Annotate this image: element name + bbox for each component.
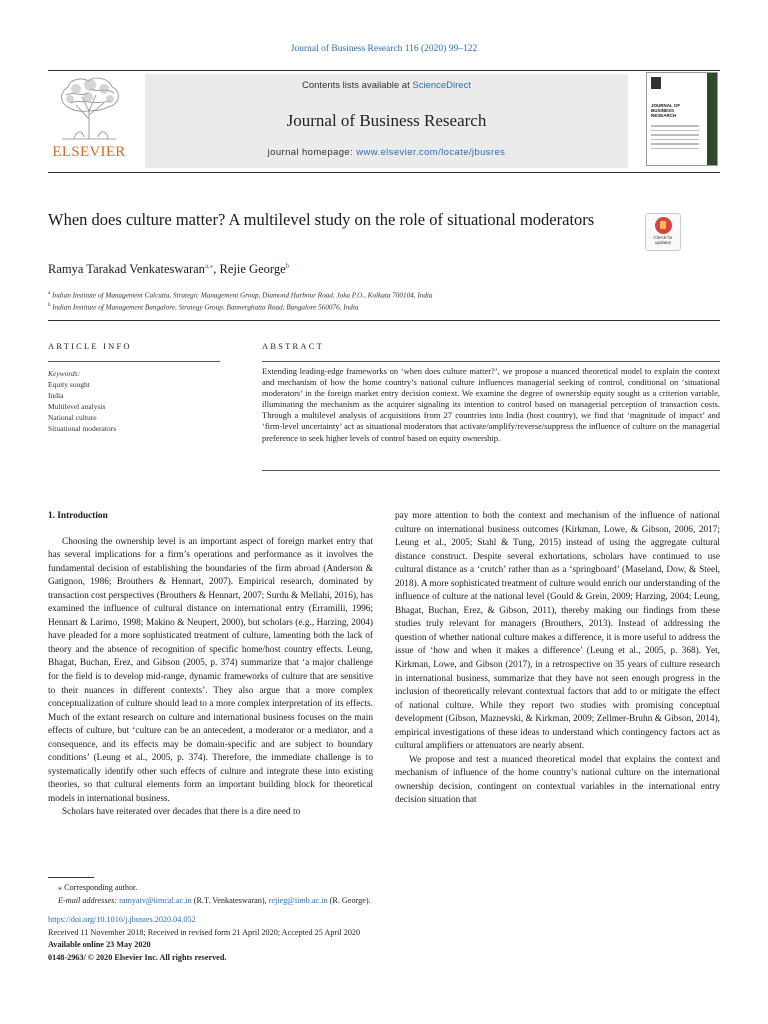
abstract-text: Extending leading-edge frameworks on ‘when does culture matter?’, we propose a nuanced theoretical model to explain the context and mechanism of how the home country’s national culture influences managerial seeking of control, conditional on ‘situational moderators’ in the foreign market entry decision context. We examine the degree of ownership equity sought as a criterion variable, illuminating the mechanism as the acquirer signaling its intention to control based on managerial perception of transaction costs. Through a multilevel analysis of acquisitions from 27 countries into India (host country), we find that ‘magnitude of impact’ and ‘firm-level uncertainty’ act as situational moderators that activate/amplify/reverse/suppress the influence of culture on the managerial preference to seek higher levels of control based on equity ownership. <box>262 366 720 443</box>
body-paragraph: Choosing the ownership level is an important aspect of foreign market entry that has several implications for a firm’s operations and performance as it involves the fundamental decision of establishing the boundaries of the firm abroad (Anderson & Gatignon, 1986; Brouthers & Hennart, 2007). Empirical research, dominated by transaction cost perspectives (Brouthers & Hennart, 2007; Surdu & Mellahi, 2016), has examined the influence of cultural distance on international entry (Erramilli, 1996; Hennart & Larimo, 1998; Makino & Neupert, 2000), but scholars (e.g., Harzing, 2004) have pleaded for a more sophisticated treatment of culture, lamenting both the lack of theory and the absence of recognition of specific home/host country effects. Leung, Bhagat, Buchan, Erez, and Gibson (2005, p. 374) summarize that ‘a major challenge for the field is to develop mid-range, dynamic frameworks of culture that are sensitive to their nuances in different contexts’. They also argue that a more complex conceptualization of culture should lead to a more complex interpretation of its effects. Much of the extant research on culture and international business focuses on the main effects of culture, but ‘culture can be an antecedent, a moderator or a mediator, and a consequence, and its effects may be domain-specific and are subject to boundary conditions’ (Leung et al., 2005, p. 374). Therefore, the immediate challenge is to systematically identify other such effects of culture and integrate these into existing theories, so that cultural elements form an important building block for theoretical models in international business. <box>48 536 373 804</box>
masthead-banner <box>145 74 628 168</box>
cover-strip <box>707 73 717 165</box>
author-name[interactable]: Rejie George <box>219 262 286 277</box>
corresponding-author-note: ⁎ Corresponding author. <box>58 883 138 892</box>
divider <box>48 361 220 362</box>
divider <box>48 320 720 321</box>
author-affiliation-marker[interactable]: a,⁎ <box>204 262 214 270</box>
elsevier-logo[interactable] <box>48 75 130 167</box>
affiliation-b: $^b$ Indian Institute of Management Bangalore, Strategy Group, Bannerghatta Road, Bangalore 560076, India <box>48 302 359 312</box>
homepage-link[interactable]: www.elsevier.com/locate/jbusres <box>356 147 506 158</box>
email-label: E-mail addresses: <box>58 895 120 905</box>
doi-link[interactable]: https://doi.org/10.1016/j.jbusres.2020.04.052 <box>48 915 196 924</box>
email-owner: (R.T. Venkateswaran), <box>191 895 269 905</box>
affiliation-a: $^a$ Indian Institute of Management Calcutta, Strategic Management Group, Diamond Harbour Road, Joka P.O., Kolkata 700104, India <box>48 291 433 300</box>
keyword: India <box>48 391 64 400</box>
keyword: National culture <box>48 413 97 422</box>
author-name[interactable]: Ramya Tarakad Venkateswaran <box>48 262 205 277</box>
footnote-divider <box>48 877 94 878</box>
keywords-label: Keywords: <box>48 369 81 378</box>
homepage-prefix: journal homepage: <box>267 147 357 158</box>
tree-icon <box>52 75 126 141</box>
publication-info <box>48 914 360 964</box>
available-online: Available online 23 May 2020 <box>48 940 151 950</box>
body-paragraph: pay more attention to both the context and mechanism of the influence of national culture on international business outcomes (Kirkman, Lowe, & Gibson, 2006, 2017; Leung et al., 2005; Stahl & Tung, 2015) instead of using the aggregate cultural distance construct. Despite several exhortations, scholars have continued to use cultural distance as a ‘crutch’ rather than as a ‘springboard’ (Maseland, Dow, & Steel, 2018). A more sophisticated treatment of culture would enrich our understanding of the influence of culture at the national level (Gould & Grein, 2009; Harzing, 2004; Leung, Bhagat, Buchan, Erez, & Gibson, 2011), thereby making our findings from these studies truly relevant for managers (Brouthers, 2013). Instead of addressing the question of whether national culture makes a difference, it is more useful to address the issue of ‘how and when it makes a difference’ (Leung et al., 2005, p. 368). Yet, Kirkman, Lowe, and Gibson (2017), in a retrospective on 35 years of culture research in international business, summarize that they have not seen enough progress in the inclusion of theoretically relevant contextual factors that add to or mitigate the effect of national culture. While they report two studies with promising conceptual development (Gibson, Maznevski, & Kirkman, 2009; Zellmer-Bruhn & Gibson, 2014), empirical investigations of these ideas to understand which contingency factors act as cultural amplifiers or attenuators are nearly absent. <box>395 511 720 752</box>
article-title: When does culture matter? A multilevel study on the role of situational moderators <box>48 210 595 229</box>
author-separator: , <box>213 262 220 277</box>
email-link[interactable]: rejieg@iimb.ac.in <box>268 895 328 905</box>
email-link[interactable]: ramyatv@iimcal.ac.in <box>119 895 192 905</box>
email-owner: (R. George). <box>327 895 371 905</box>
author-affiliation-marker[interactable]: b <box>285 262 290 270</box>
contents-prefix: Contents lists available at <box>302 80 413 91</box>
journal-citation[interactable]: Journal of Business Research 116 (2020) 99–122 <box>290 44 478 54</box>
cover-lines <box>651 125 699 152</box>
journal-cover-thumbnail[interactable] <box>646 72 718 166</box>
divider <box>262 361 720 362</box>
body-column-right <box>395 510 720 808</box>
body-column-left <box>48 510 373 820</box>
cover-logo-icon <box>651 77 661 89</box>
footnotes <box>48 882 371 907</box>
keyword: Multilevel analysis <box>48 402 106 411</box>
body-paragraph: Scholars have reiterated over decades that there is a dire need to <box>62 807 301 818</box>
section-heading: 1. Introduction <box>48 511 108 521</box>
author-list <box>48 262 289 277</box>
check-for-updates-button[interactable] <box>645 213 681 251</box>
received-dates: Received 11 November 2018; Received in revised form 21 April 2020; Accepted 25 April 2020 <box>48 927 361 937</box>
article-info-heading: ARTICLE INFO <box>48 341 132 351</box>
journal-title[interactable]: Journal of Business Research <box>286 111 487 130</box>
keyword: Situational moderators <box>48 424 117 433</box>
copyright: 0148-2963/ © 2020 Elsevier Inc. All rights reserved. <box>48 952 227 962</box>
contents-line <box>145 80 628 91</box>
sciencedirect-link[interactable]: ScienceDirect <box>412 80 471 91</box>
cover-title: JOURNAL OF BUSINESS RESEARCH <box>651 103 681 118</box>
divider <box>262 470 720 471</box>
homepage-line <box>145 147 628 158</box>
affiliations <box>48 289 433 313</box>
abstract-heading: ABSTRACT <box>262 341 324 351</box>
check-updates-label: Check for updates <box>653 235 673 245</box>
keyword: Equity sought <box>48 380 90 389</box>
body-paragraph: We propose and test a nuanced theoretical model that explains the context and mechanism of influence of the home country’s national culture on the international ownership decision, contingent on contextual variables in the international entry decision situation that <box>395 754 720 806</box>
email-line <box>48 895 371 908</box>
check-updates-icon <box>655 217 672 234</box>
journal-masthead <box>48 70 720 173</box>
publisher-name: ELSEVIER <box>52 144 126 160</box>
keywords-block <box>48 368 116 434</box>
